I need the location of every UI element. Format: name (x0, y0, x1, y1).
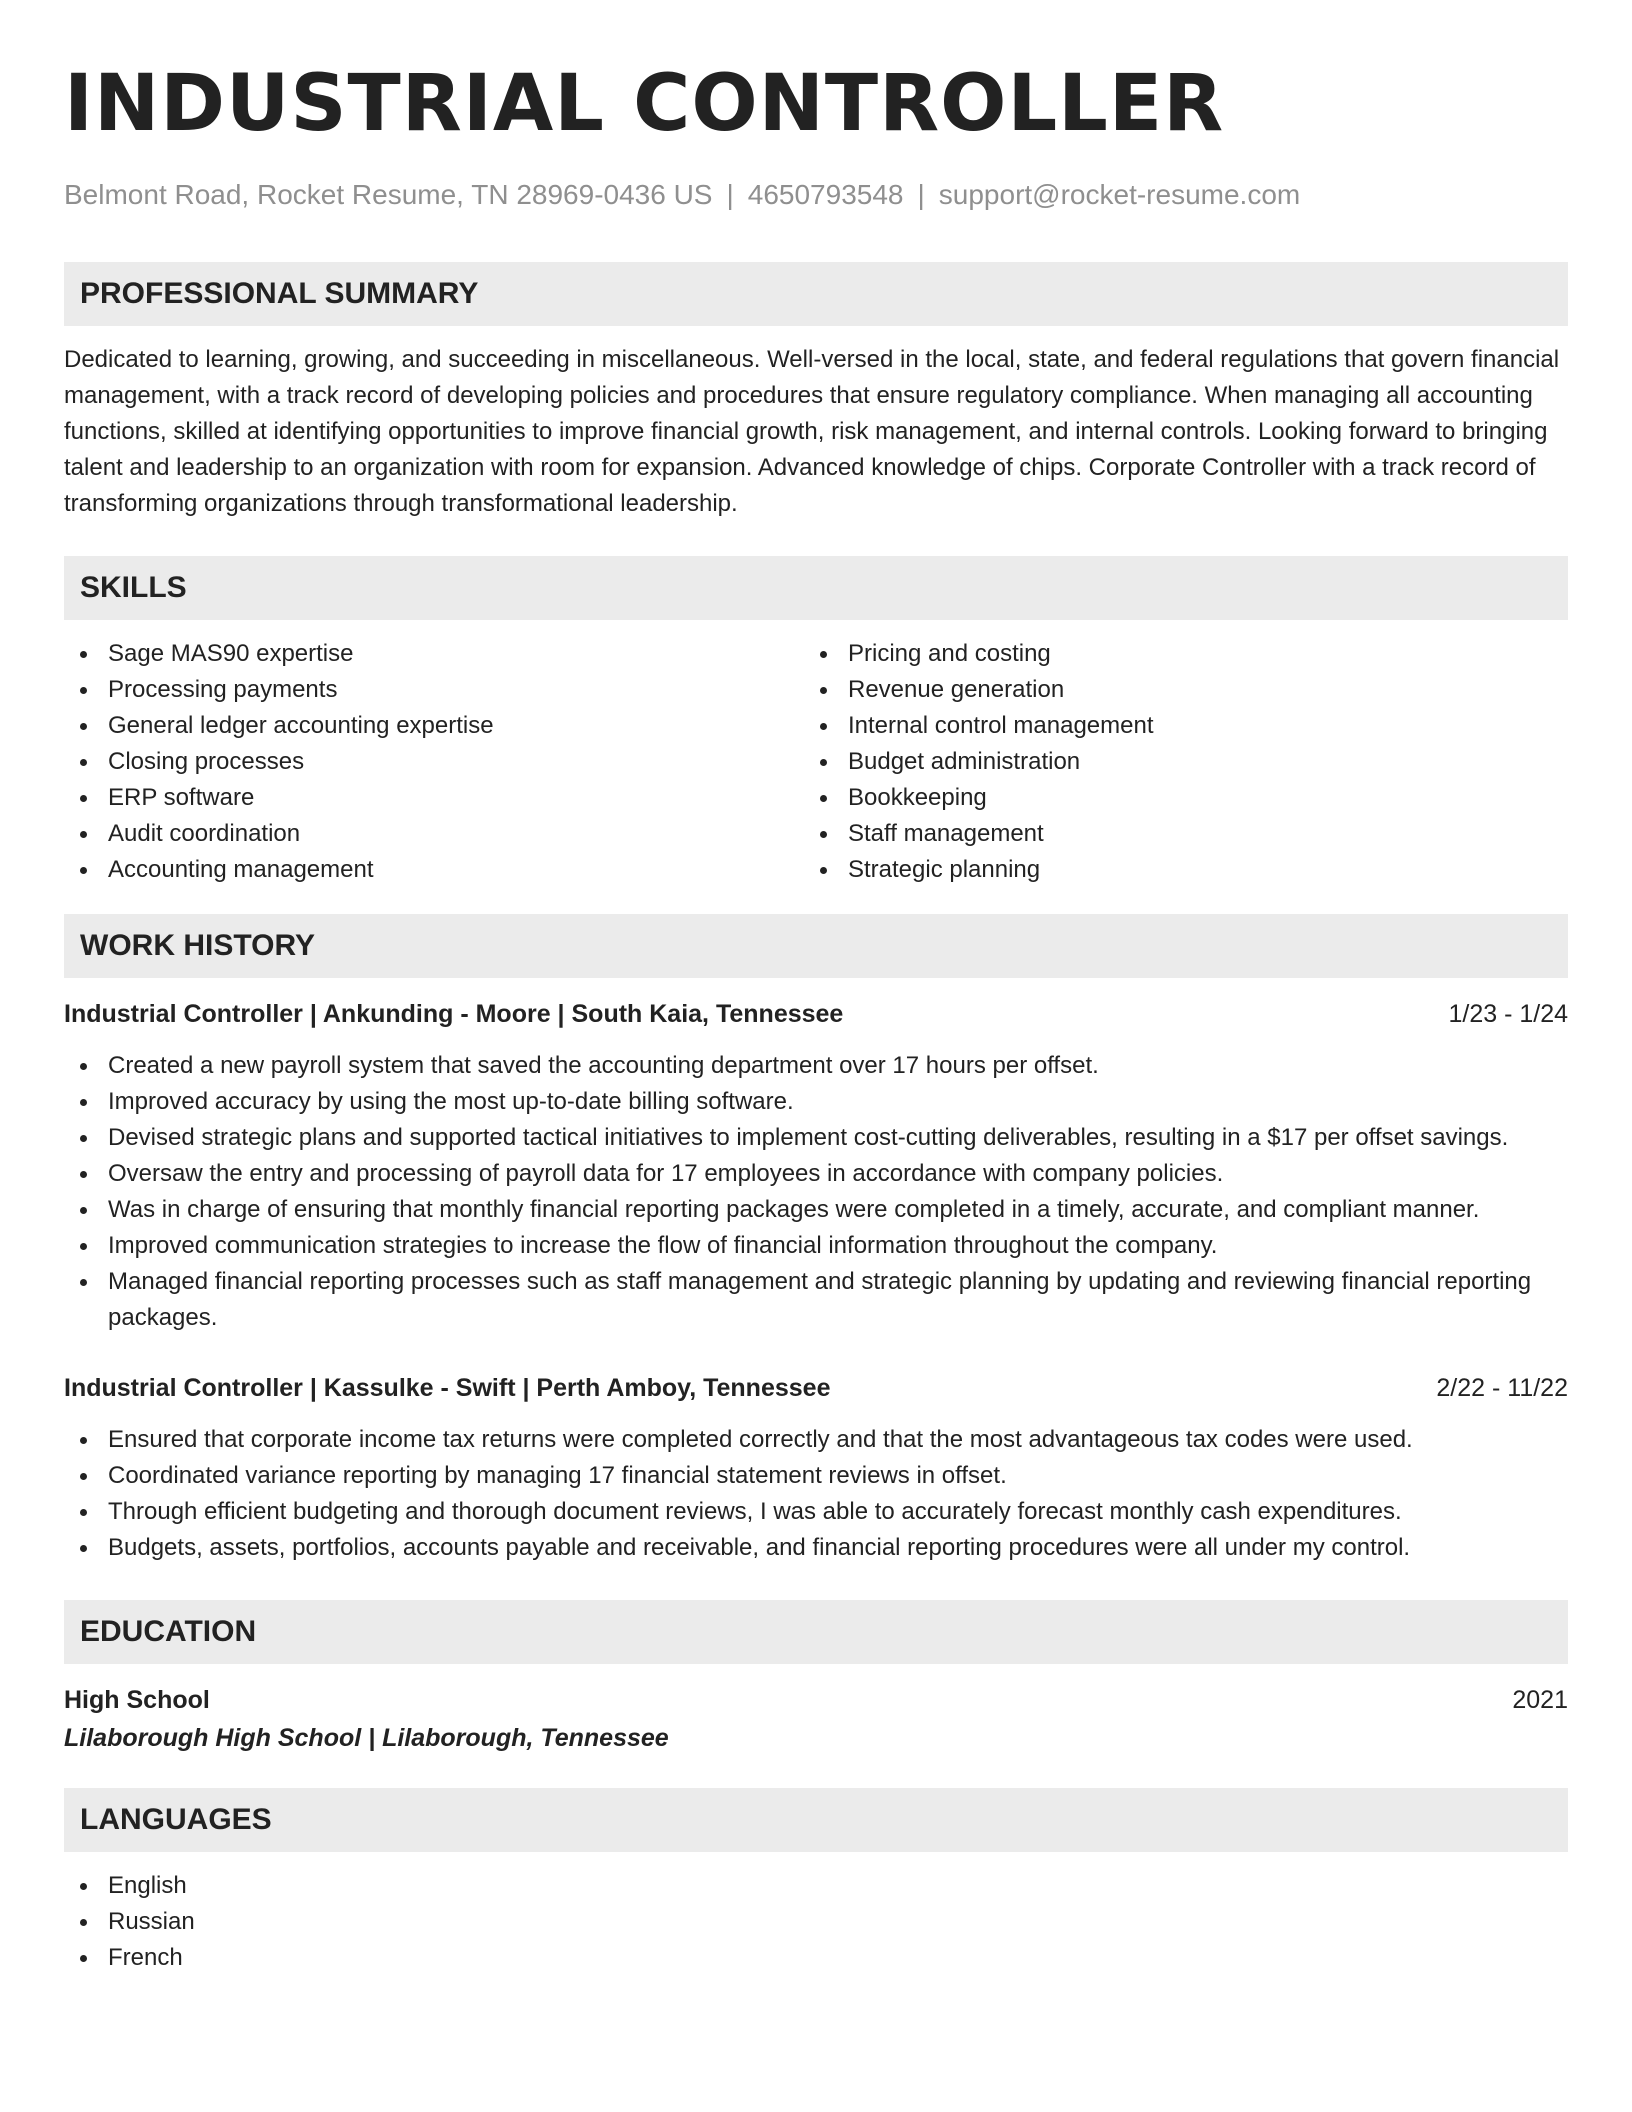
job-dates: 2/22 - 11/22 (1436, 1374, 1568, 1402)
skill-item: Budget administration (804, 744, 1544, 780)
skill-item: Bookkeeping (804, 780, 1544, 816)
contact-email[interactable]: support@rocket-resume.com (938, 179, 1301, 210)
job-bullet: Devised strategic plans and supported tactical initiatives to implement cost-cutting deliverables, resulting in a $17 per offset savings. (64, 1120, 1568, 1156)
skill-item: Processing payments (64, 672, 804, 708)
resume-name: INDUSTRIAL CONTROLLER (64, 59, 1225, 149)
skill-item: Audit coordination (64, 816, 804, 852)
contact-phone: 4650793548 (747, 179, 904, 210)
job-heading: Industrial Controller | Kassulke - Swift | Perth Amboy, Tennessee (64, 1374, 831, 1402)
skill-item: Staff management (804, 816, 1544, 852)
skill-item: Pricing and costing (804, 636, 1544, 672)
contact-address: Belmont Road, Rocket Resume, TN 28969-0436 US (64, 179, 713, 210)
skill-item: Closing processes (64, 744, 804, 780)
job-bullets (64, 1048, 1568, 1336)
contact-line (64, 178, 1568, 212)
summary-text: Dedicated to learning, growing, and succeeding in miscellaneous. Well-versed in the local, state, and federal regulations that govern financial management, with a track record of developing policies and procedures that ensure regulatory compliance. When managing all accounting functions, skilled at identifying opportunities to improve financial growth, risk management, and internal controls. Looking forward to bringing talent and leadership to an organization with room for expansion. Advanced knowledge of chips. Corporate Controller with a track record of transforming organizations through transformational leadership. (64, 346, 1560, 517)
job-bullet: Through efficient budgeting and thorough document reviews, I was able to accurately forecast monthly cash expenditures. (64, 1494, 1568, 1530)
job-entry (64, 1370, 1568, 1566)
job-bullet: Coordinated variance reporting by managing 17 financial statement reviews in offset. (64, 1458, 1568, 1494)
language-item: French (64, 1940, 1568, 1976)
skill-item: ERP software (64, 780, 804, 816)
skills-list-right (804, 636, 1544, 888)
skills-section-header: SKILLS (64, 556, 1568, 620)
education-section-header: EDUCATION (64, 1600, 1568, 1664)
skill-item: Revenue generation (804, 672, 1544, 708)
job-bullet: Budgets, assets, portfolios, accounts payable and receivable, and financial reporting procedures were all under my control. (64, 1530, 1568, 1566)
job-entry (64, 996, 1568, 1336)
job-bullet: Created a new payroll system that saved the accounting department over 17 hours per offset. (64, 1048, 1568, 1084)
job-dates: 1/23 - 1/24 (1448, 1000, 1568, 1028)
summary-section-header: PROFESSIONAL SUMMARY (64, 262, 1568, 326)
education-year: 2021 (1512, 1686, 1568, 1714)
work-section-header: WORK HISTORY (64, 914, 1568, 978)
education-school: Lilaborough High School | Lilaborough, Tennessee (64, 1724, 669, 1752)
skills-grid (64, 636, 1568, 888)
job-heading-row (64, 1370, 1568, 1406)
education-entry (64, 1682, 1568, 1756)
education-degree: High School (64, 1686, 210, 1714)
language-item: English (64, 1868, 1568, 1904)
languages-section-header: LANGUAGES (64, 1788, 1568, 1852)
skill-item: Strategic planning (804, 852, 1544, 888)
skill-item: Internal control management (804, 708, 1544, 744)
job-bullets (64, 1422, 1568, 1566)
skill-item: General ledger accounting expertise (64, 708, 804, 744)
skills-list-left (64, 636, 804, 888)
education-heading-row (64, 1682, 1568, 1718)
job-bullet: Ensured that corporate income tax returns were completed correctly and that the most advantageous tax codes were used. (64, 1422, 1568, 1458)
job-bullet: Was in charge of ensuring that monthly financial reporting packages were completed in a timely, accurate, and compliant manner. (64, 1192, 1568, 1228)
job-bullet: Oversaw the entry and processing of payroll data for 17 employees in accordance with company policies. (64, 1156, 1568, 1192)
job-bullet: Improved communication strategies to increase the flow of financial information throughout the company. (64, 1228, 1568, 1264)
languages-list (64, 1868, 1568, 1976)
job-bullet: Managed financial reporting processes such as staff management and strategic planning by updating and reviewing financial reporting packages. (64, 1264, 1568, 1336)
skill-item: Accounting management (64, 852, 804, 888)
contact-separator: | (726, 179, 734, 210)
skill-item: Sage MAS90 expertise (64, 636, 804, 672)
contact-separator: | (917, 179, 925, 210)
job-heading: Industrial Controller | Ankunding - Moore | South Kaia, Tennessee (64, 1000, 844, 1028)
language-item: Russian (64, 1904, 1568, 1940)
job-heading-row (64, 996, 1568, 1032)
job-bullet: Improved accuracy by using the most up-to-date billing software. (64, 1084, 1568, 1120)
